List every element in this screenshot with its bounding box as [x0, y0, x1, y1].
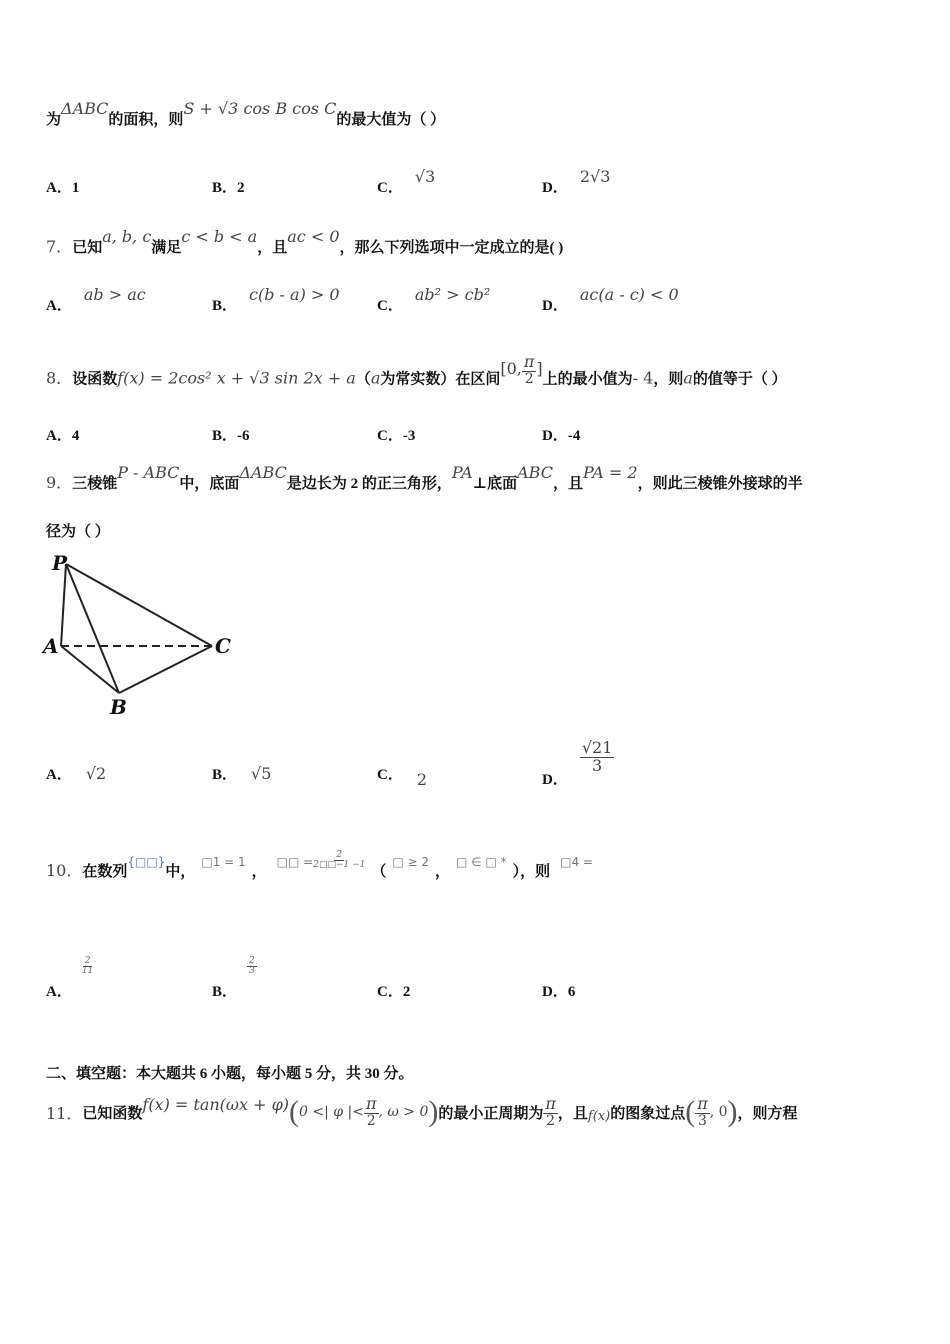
- math-triangle: ΔABC: [61, 99, 109, 118]
- q9-stem-continued: 径为（ ）: [46, 524, 110, 540]
- edge-pa: [61, 564, 66, 646]
- q7-option-d[interactable]: D．ac(a - c) < 0: [542, 285, 679, 314]
- math-function: f(x) = 2cos² x + √3 sin 2x + a: [117, 368, 356, 388]
- fraction-sqrt21-over-3: $\frac{√21}{3}$: [581, 738, 613, 775]
- q8-stem: 8．设函数f(x) = 2cos² x + √3 sin 2x + a（a为常实数）在区间[0, $\frac{\pi}{2}$ ]上的最小值为- 4，则a的值等于（ ）: [46, 352, 787, 388]
- fraction-pi-over-2: $\frac{\pi}{2}$: [365, 1094, 377, 1129]
- q10-option-d[interactable]: D．6: [542, 984, 576, 1000]
- q9-option-c[interactable]: C． 2: [377, 767, 428, 789]
- fraction-an: $\frac{2}{2□□-1 -1}$: [313, 849, 366, 871]
- q6-option-c[interactable]: C．√3: [377, 167, 436, 196]
- q11-stem: 11． 已知函数 f(x) = tan(ωx + φ) ( 0 <| φ |< $\frac{\pi}{2}$ , ω > 0 ) 的最小正周期为 $\frac{\pi}{2}$ ，且 f(x) 的图象过点 ( $\frac{\pi}{3}$ , 0 ) ，则方程: [46, 1094, 798, 1129]
- q6-option-d[interactable]: D．2√3: [542, 167, 611, 196]
- label-b: B: [110, 695, 127, 719]
- q8-option-a[interactable]: A．4: [46, 428, 80, 444]
- q10-option-b[interactable]: B． $\frac{2}{3}$: [212, 955, 255, 1000]
- q8-option-d[interactable]: D．-4: [542, 428, 581, 444]
- q6-option-b[interactable]: B．2: [212, 180, 245, 196]
- q8-option-c[interactable]: C．-3: [377, 428, 416, 444]
- q9-option-b[interactable]: B． √5: [212, 764, 272, 783]
- q8-option-b[interactable]: B．-6: [212, 428, 250, 444]
- label-p: P: [52, 551, 68, 575]
- q7-option-a[interactable]: A．ab > ac: [46, 285, 146, 314]
- fraction-period: $\frac{\pi}{2}$: [545, 1094, 556, 1129]
- section-heading: 二、填空题：本大题共 6 小题，每小题 5 分，共 30 分。: [46, 1066, 414, 1082]
- q10-stem: 10．在数列{□□}中，$^{□1 = 1}$，□□ = $\frac{2}{2□□-1 -1}$ （$^{□ \ge 2}$，□ ∈ □ *），则$^{□4 =}$: [46, 849, 593, 880]
- label-a: A: [43, 634, 59, 658]
- q9-stem: 9．三棱锥P - ABC中，底面ΔABC是边长为 2 的正三角形，PA⊥底面ABC，且PA = 2，则此三棱锥外接球的半: [46, 463, 803, 492]
- q10-option-c[interactable]: C．2: [377, 984, 411, 1000]
- edge-bc: [119, 646, 212, 693]
- edge-pc: [66, 564, 212, 646]
- q9-option-d[interactable]: D． $\frac{√21}{3}$: [542, 738, 613, 788]
- fraction-pi-over-2: $\frac{\pi}{2}$: [523, 352, 535, 387]
- math-expression: S + √3 cos B cos C: [183, 99, 337, 118]
- pyramid-figure: [40, 548, 240, 723]
- q9-option-a[interactable]: A． √2: [46, 764, 107, 783]
- fraction-2-over-11: $\frac{2}{11}$: [81, 955, 94, 977]
- fraction-pi-over-3: $\frac{\pi}{3}$: [697, 1094, 708, 1129]
- q7-option-b[interactable]: B．c(b - a) > 0: [212, 285, 340, 314]
- q6-stem: 为ΔABC的面积，则S + √3 cos B cos C的最大值为（ ）: [46, 99, 446, 128]
- q6-option-a[interactable]: A．1: [46, 180, 80, 196]
- label-c: C: [215, 634, 231, 658]
- q10-option-a[interactable]: A． $\frac{2}{11}$: [46, 955, 94, 1000]
- q7-option-c[interactable]: C．ab² > cb²: [377, 285, 491, 314]
- edge-pb: [66, 564, 119, 693]
- q7-stem: 7．已知a, b, c满足c < b < a，且ac < 0，那么下列选项中一定成立的是( ): [46, 227, 564, 256]
- fraction-2-over-3: $\frac{2}{3}$: [249, 955, 255, 977]
